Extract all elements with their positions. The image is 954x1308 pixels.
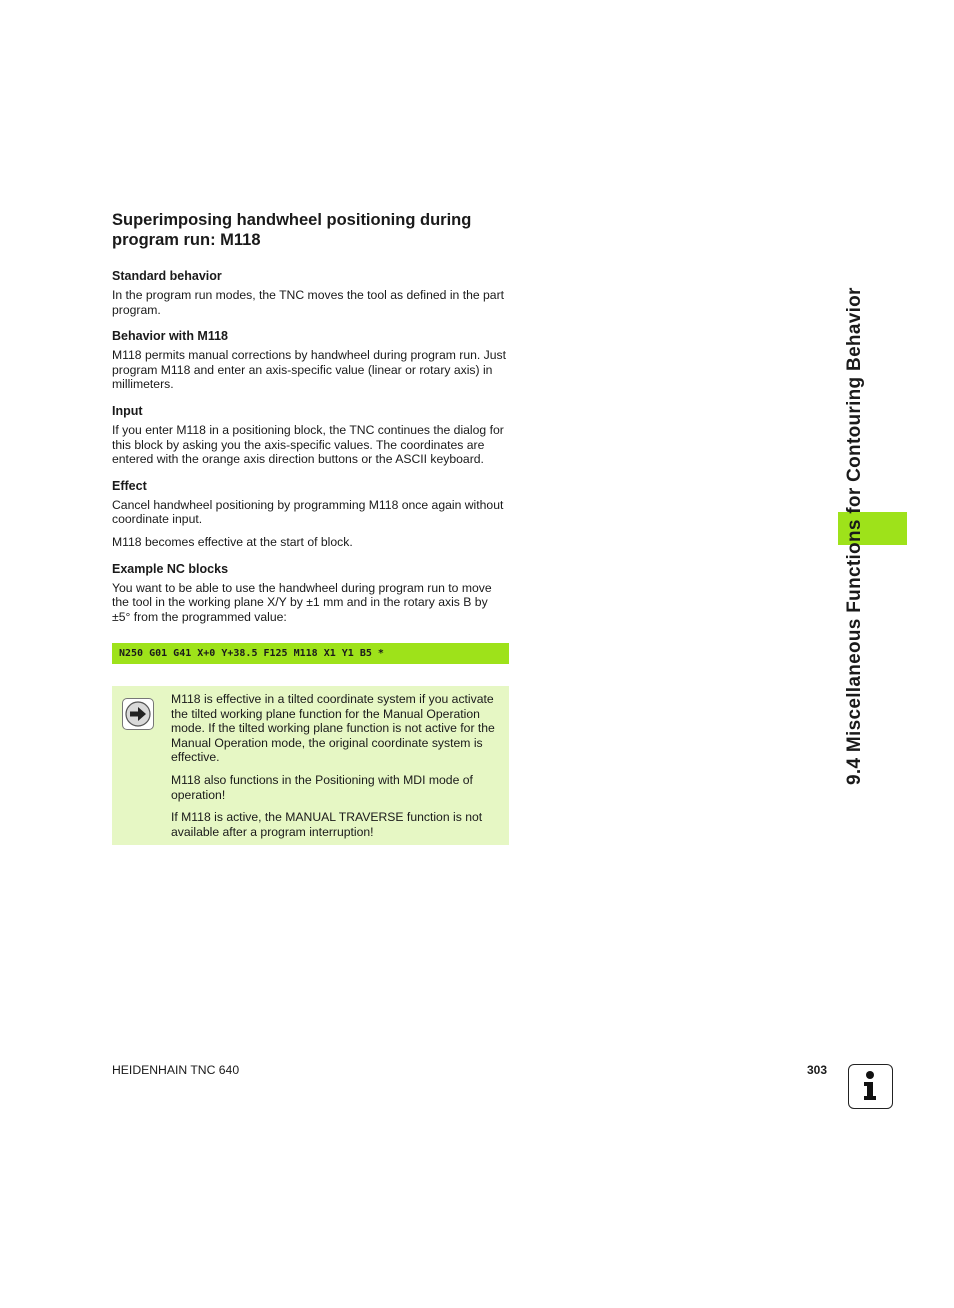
- note-text: [171, 692, 501, 847]
- heading-input: Input: [112, 403, 143, 418]
- nc-code-block: N250 G01 G41 X+0 Y+38.5 F125 M118 X1 Y1 B5 *: [112, 643, 509, 664]
- paragraph: Cancel handwheel positioning by programming M118 once again without coordinate input.: [112, 497, 504, 527]
- footer-manual-name: HEIDENHAIN TNC 640: [112, 1063, 240, 1077]
- heading-effect: Effect: [112, 478, 147, 493]
- paragraph: You want to be able to use the handwheel during program run to move the tool in the working plane X/Y by ±1 mm and in the rotary axis B by ±5° from the programmed value:: [112, 580, 492, 624]
- paragraph: In the program run modes, the TNC moves the tool as defined in the part program.: [112, 288, 505, 317]
- heading-standard-behavior: Standard behavior: [112, 269, 222, 283]
- main-content: [112, 210, 508, 636]
- heading-example-nc-blocks: Example NC blocks: [112, 561, 229, 576]
- arrow-right-icon: [122, 698, 154, 730]
- chapter-title-vertical: 9.4 Miscellaneous Functions for Contouring Behavior: [844, 287, 865, 785]
- page-number: 303: [807, 1063, 828, 1077]
- heading-behavior-with-m118: Behavior with M118: [112, 329, 229, 344]
- note-box: [112, 686, 509, 845]
- section-title: Superimposing handwheel positioning during program run: M118: [112, 211, 472, 249]
- paragraph: If you enter M118 in a positioning block, the TNC continues the dialog for this block by asking you the axis-specific values. The coordinates are entered with the orange axis direction buttons or the ASCII keyboard.: [112, 422, 504, 467]
- paragraph: M118 permits manual corrections by handwheel during program run. Just program M118 and enter an axis-specific value (linear or rotary axis) in millimeters.: [112, 348, 507, 392]
- note-paragraph: M118 is effective in a tilted coordinate system if you activate the tilted working plane function for the Manual Operation mode. If the tilted working plane function is not active for the Manual Operation mode, the original coordinate system is effective.: [171, 692, 495, 765]
- info-icon: [848, 1064, 893, 1109]
- note-paragraph: M118 also functions in the Positioning with MDI mode of operation!: [171, 772, 473, 802]
- note-paragraph: If M118 is active, the MANUAL TRAVERSE function is not available after a program interruption!: [171, 810, 483, 839]
- paragraph: M118 becomes effective at the start of block.: [112, 534, 353, 549]
